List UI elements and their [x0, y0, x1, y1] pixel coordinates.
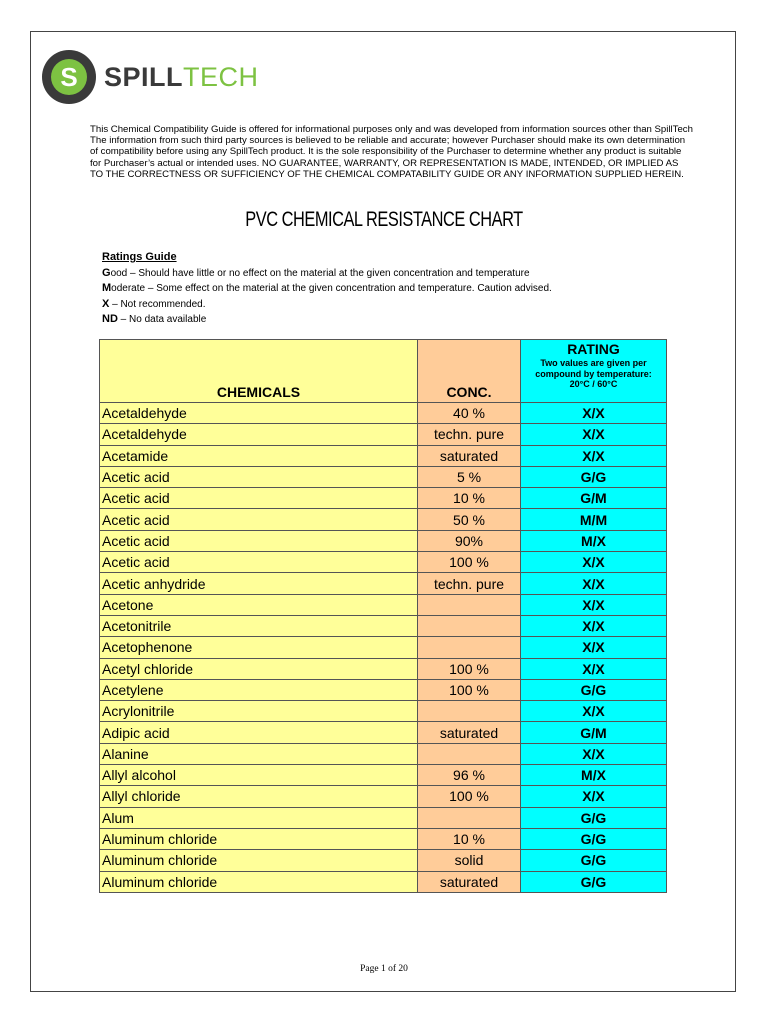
rating-text: – Not recommended. [109, 298, 206, 310]
header-rating-note-3: 20°C / 60°C [569, 379, 618, 389]
disclaimer-line: of compatibility before using any SpillTech product. It is the sole responsibility of the Purchaser to determine whether any product is suitable [90, 146, 682, 158]
page-number: Page 1 of 20 [360, 964, 408, 974]
rating-cell: X/X [521, 573, 667, 594]
chemical-cell: Acetic anhydride [100, 573, 418, 594]
disclaimer [90, 124, 740, 180]
chemical-cell: Acetylene [100, 679, 418, 700]
table-row [100, 850, 667, 871]
chemical-cell: Acetone [100, 594, 418, 615]
rating-cell: X/X [521, 615, 667, 636]
table-row [100, 445, 667, 466]
chemical-cell: Acetamide [100, 445, 418, 466]
resistance-table [99, 339, 667, 893]
conc-cell: 50 % [418, 509, 521, 530]
rating-cell: X/X [521, 594, 667, 615]
table-row [100, 573, 667, 594]
rating-cell: M/M [521, 509, 667, 530]
chemical-cell: Acetic acid [100, 530, 418, 551]
logo-letter: S [51, 59, 87, 95]
table-row [100, 807, 667, 828]
page-title: PVC CHEMICAL RESISTANCE CHART [245, 208, 523, 231]
conc-cell: 5 % [418, 466, 521, 487]
table-row [100, 637, 667, 658]
conc-cell: 100 % [418, 552, 521, 573]
conc-cell: solid [418, 850, 521, 871]
rating-text: oderate – Some effect on the material at the given concentration and temperature. Caution advised. [111, 283, 552, 294]
table-row [100, 615, 667, 636]
chemical-cell: Acetophenone [100, 637, 418, 658]
rating-cell: X/X [521, 445, 667, 466]
chemical-cell: Acetyl chloride [100, 658, 418, 679]
disclaimer-line: This Chemical Compatibility Guide is offered for informational purposes only and was developed from information sources other than SpillTech [90, 124, 693, 135]
logo-circle-icon [42, 50, 96, 104]
header-rating-note-1: Two values are given per [540, 358, 647, 368]
table-row [100, 594, 667, 615]
rating-cell: X/X [521, 552, 667, 573]
conc-cell [418, 594, 521, 615]
rating-cell: M/X [521, 765, 667, 786]
rating-cell: X/X [521, 658, 667, 679]
rating-definition [102, 297, 552, 313]
ratings-guide-heading: Ratings Guide [102, 251, 177, 263]
chemical-cell: Aluminum chloride [100, 850, 418, 871]
rating-cell: X/X [521, 701, 667, 722]
chemical-cell: Acetaldehyde [100, 424, 418, 445]
table-row [100, 679, 667, 700]
table-row [100, 786, 667, 807]
conc-cell [418, 807, 521, 828]
chemical-cell: Acetic acid [100, 466, 418, 487]
chemical-cell: Acetic acid [100, 552, 418, 573]
conc-cell: 100 % [418, 786, 521, 807]
chemical-cell: Acetaldehyde [100, 403, 418, 424]
rating-cell: X/X [521, 403, 667, 424]
chemical-cell: Acrylonitrile [100, 701, 418, 722]
conc-cell: techn. pure [418, 424, 521, 445]
rating-definition [102, 266, 552, 282]
rating-cell: X/X [521, 424, 667, 445]
rating-definition [102, 312, 552, 328]
rating-cell: G/G [521, 679, 667, 700]
conc-cell: saturated [418, 445, 521, 466]
rating-cell: G/M [521, 488, 667, 509]
rating-key: ND [102, 313, 118, 325]
header-conc: CONC. [418, 340, 521, 403]
rating-key: M [102, 282, 112, 294]
chemical-cell: Acetic acid [100, 509, 418, 530]
table-row [100, 743, 667, 764]
table-row [100, 701, 667, 722]
chemical-cell: Allyl chloride [100, 786, 418, 807]
conc-cell [418, 615, 521, 636]
logo-wordmark [104, 62, 259, 93]
conc-cell [418, 637, 521, 658]
table-body [100, 403, 667, 893]
conc-cell: 90% [418, 530, 521, 551]
rating-text: – No data available [117, 314, 207, 325]
chemical-cell: Alanine [100, 743, 418, 764]
conc-cell: 100 % [418, 679, 521, 700]
table-header-row [100, 340, 667, 403]
chemical-cell: Acetonitrile [100, 615, 418, 636]
disclaimer-line: for Purchaser’s actual or intended uses. NO GUARANTEE, WARRANTY, OR REPRESENTATION IS MADE, INTENDED, OR IMPLIED AS [90, 157, 679, 169]
table-row [100, 466, 667, 487]
conc-cell: 10 % [418, 828, 521, 849]
conc-cell: 10 % [418, 488, 521, 509]
chemical-cell: Acetic acid [100, 488, 418, 509]
rating-key: X [102, 297, 110, 310]
rating-cell: G/G [521, 850, 667, 871]
table-row [100, 530, 667, 551]
rating-cell: G/G [521, 871, 667, 892]
table-row [100, 403, 667, 424]
rating-cell: X/X [521, 743, 667, 764]
logo-wordmark-tech: TECH [183, 61, 259, 92]
chemical-cell: Aluminum chloride [100, 871, 418, 892]
conc-cell: 40 % [418, 403, 521, 424]
table-row [100, 552, 667, 573]
rating-cell: X/X [521, 637, 667, 658]
conc-cell [418, 743, 521, 764]
table-row [100, 658, 667, 679]
table-row [100, 722, 667, 743]
rating-cell: G/G [521, 466, 667, 487]
ratings-guide [102, 250, 552, 328]
header-rating-title: RATING [567, 341, 620, 357]
disclaimer-line: The information from such third party sources is believed to be reliable and accurate; however Purchaser should make its own determination [90, 135, 686, 147]
conc-cell: saturated [418, 871, 521, 892]
conc-cell [418, 701, 521, 722]
table-row [100, 488, 667, 509]
chemical-cell: Adipic acid [100, 722, 418, 743]
table-row [100, 424, 667, 445]
table-row [100, 828, 667, 849]
rating-cell: G/M [521, 722, 667, 743]
table-row [100, 765, 667, 786]
conc-cell: techn. pure [418, 573, 521, 594]
rating-cell: M/X [521, 530, 667, 551]
rating-cell: X/X [521, 786, 667, 807]
spilltech-logo [42, 50, 259, 104]
chemical-cell: Alum [100, 807, 418, 828]
conc-cell: saturated [418, 722, 521, 743]
header-chemicals: CHEMICALS [100, 340, 418, 403]
logo-wordmark-spill: SPILL [104, 61, 184, 92]
header-rating-note-2: compound by temperature: [535, 368, 652, 379]
conc-cell: 96 % [418, 765, 521, 786]
rating-text: ood – Should have little or no effect on the material at the given concentration and temperature [110, 267, 530, 279]
table-row [100, 509, 667, 530]
header-rating [521, 340, 667, 403]
rating-key: G [102, 266, 111, 279]
conc-cell: 100 % [418, 658, 521, 679]
chemical-cell: Aluminum chloride [100, 828, 418, 849]
rating-definition [102, 281, 552, 297]
disclaimer-line: TO THE CORRECTNESS OR SUFFICIENCY OF THE CHEMICAL COMPATABILITY GUIDE OR ANY INFORMATION SUPPLIED HEREIN. [90, 168, 684, 180]
table-row [100, 871, 667, 892]
chemical-cell: Allyl alcohol [100, 765, 418, 786]
rating-cell: G/G [521, 807, 667, 828]
rating-cell: G/G [521, 828, 667, 849]
